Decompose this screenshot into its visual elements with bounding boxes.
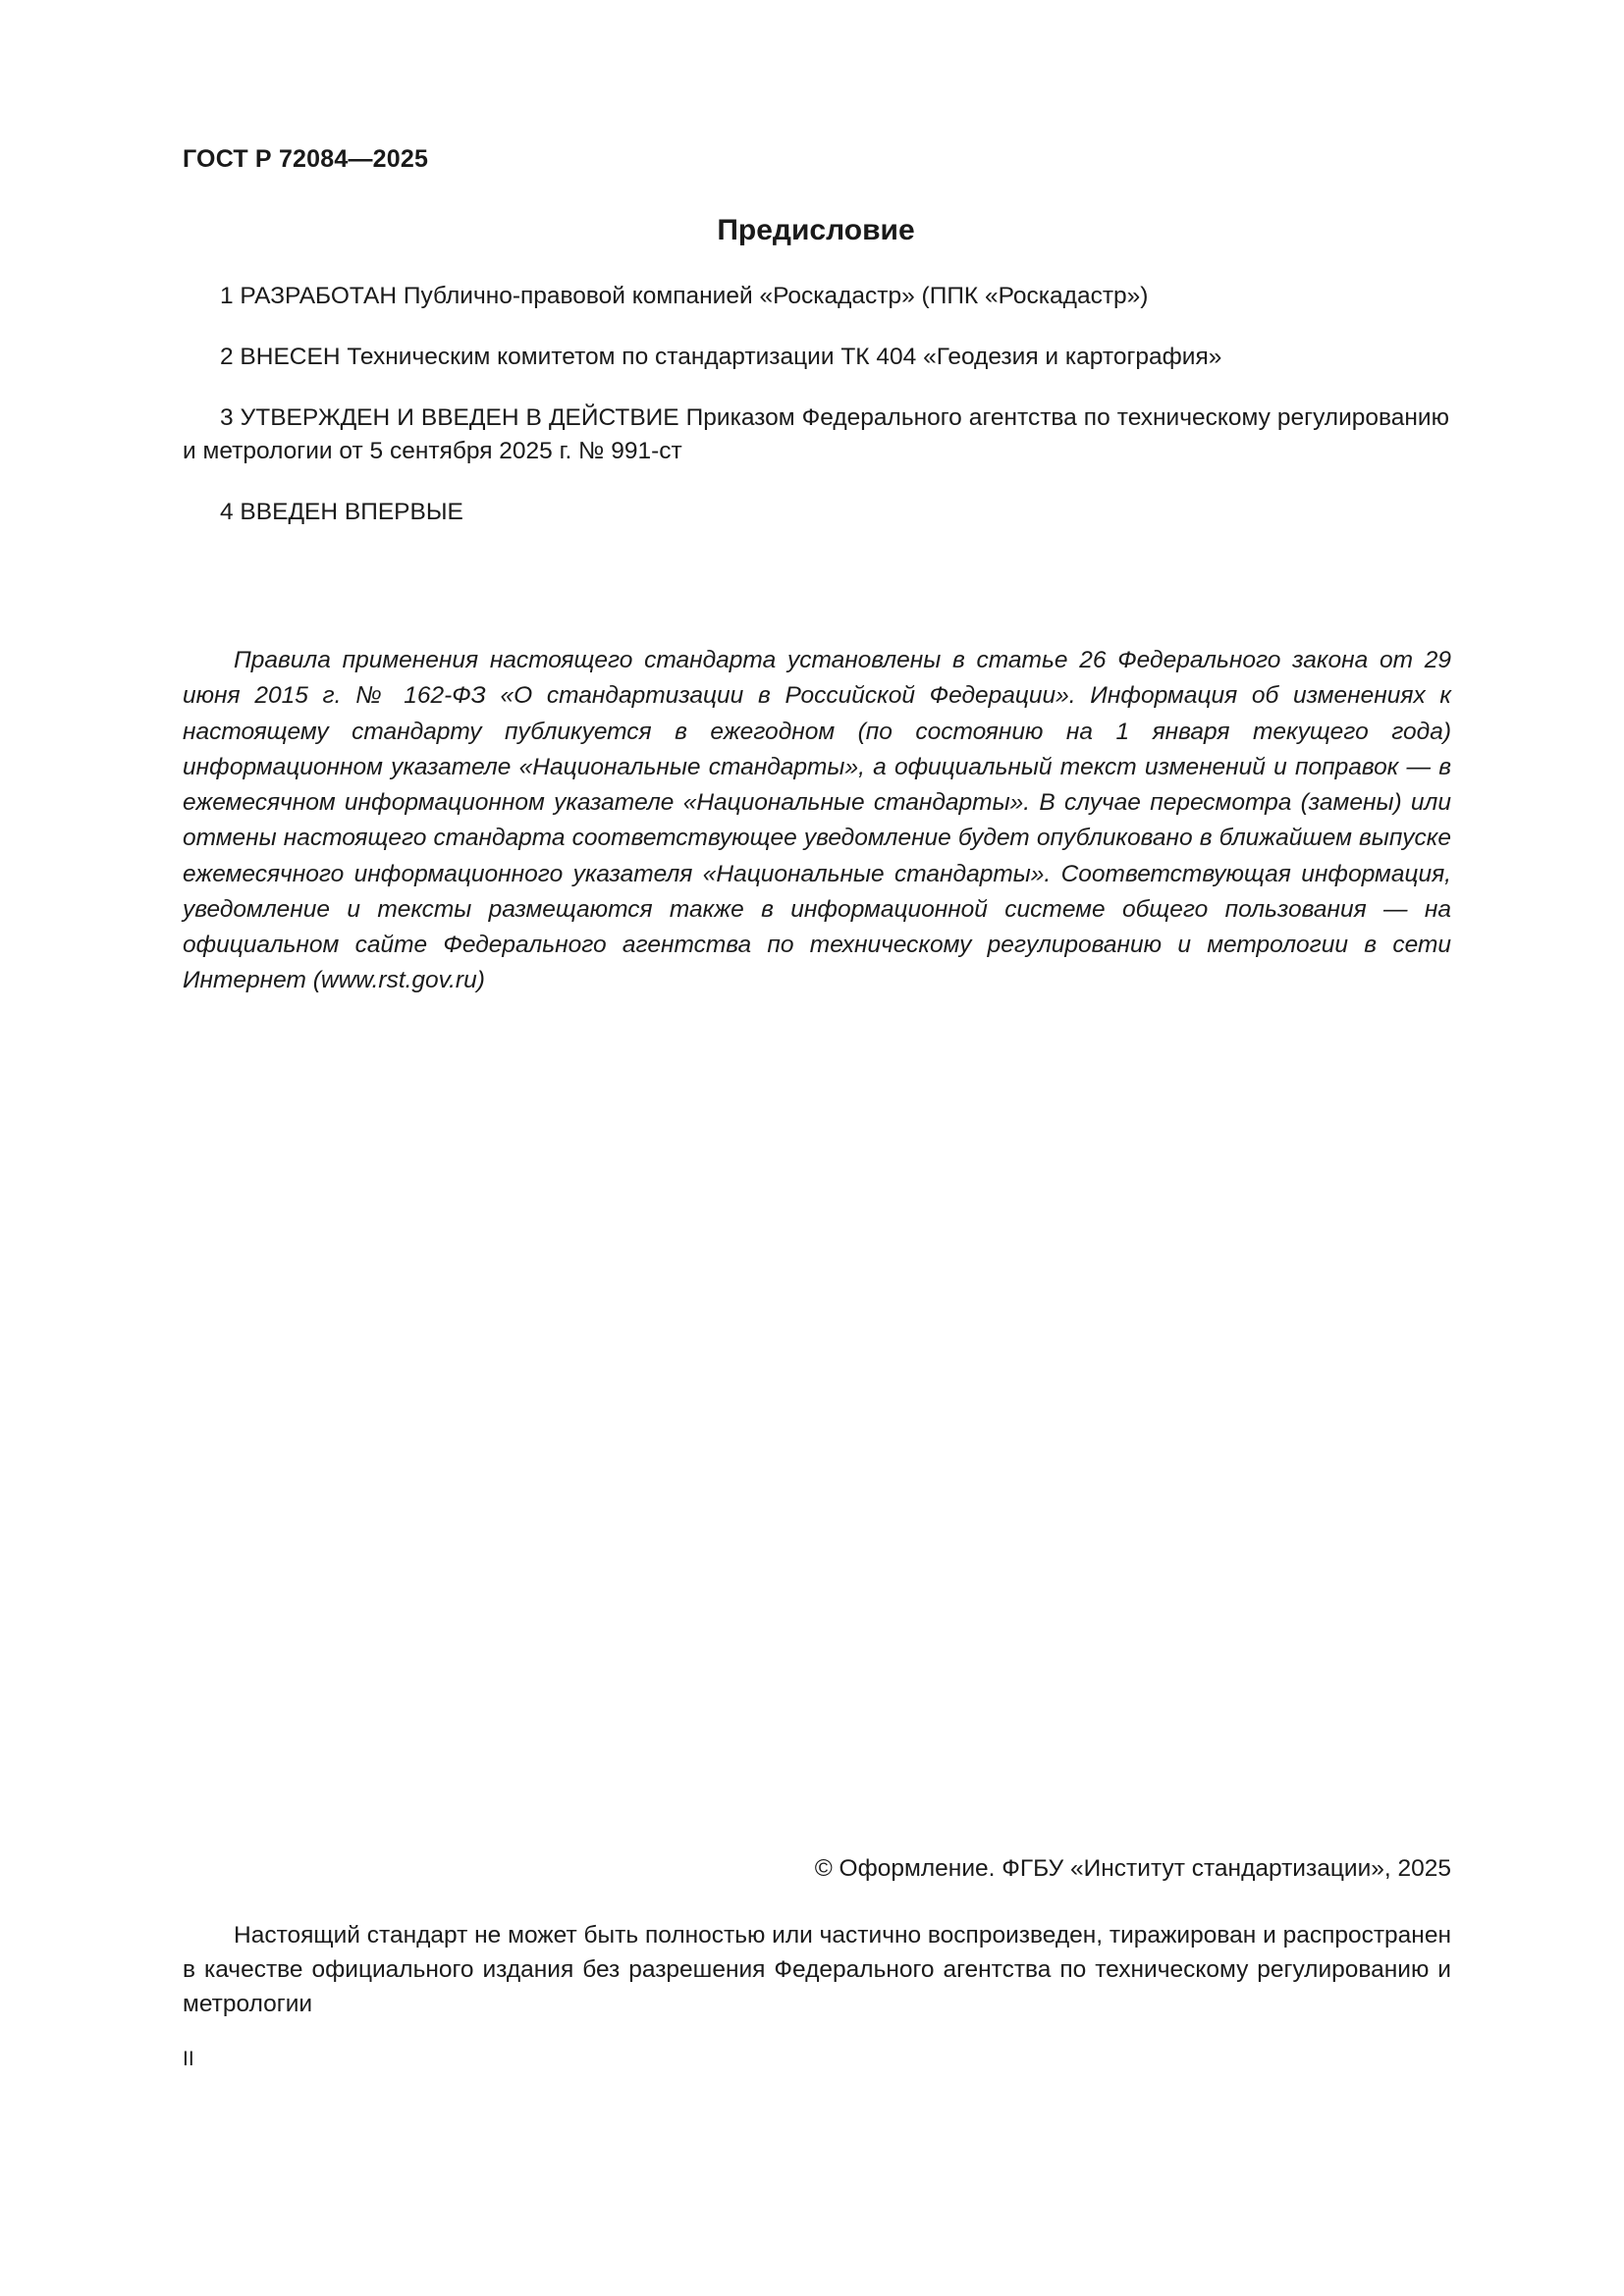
foreword-item-text: 2 ВНЕСЕН Техническим комитетом по стандартизации ТК 404 «Геодезия и картография» [220,343,1222,370]
foreword-item [183,341,1449,375]
page-title: Предисловие [717,214,915,246]
application-rules-text: Правила применения настоящего стандарта установлены в статье 26 Федерального закона от 29 июня 2015 г. № 162-ФЗ «О стандартизации в Российской Федерации». Информация об изменениях к настоящему стандарту публикуется в ежегодном (по состоянию на 1 января текущего года) информационном указателе «Национальные стандарты», а официальный текст изменений и поправок — в ежемесячном информационном указателе «Национальные стандарты». В случае пересмотра (замены) или отмены настоящего стандарта соответствующее уведомление будет опубликовано в ближайшем выпуске ежемесячного информационного указателя «Национальные стандарты». Соответствующая информация, уведомление и тексты размещаются также в информационной системе общего пользования — на официальном сайте Федерального агентства по техническому регулированию и метрологии в сети Интернет (www.rst.gov.ru) [183,647,1451,994]
page-number: II [183,2048,194,2070]
reproduction-notice-paragraph [183,1919,1451,2021]
foreword-item-text: 4 ВВЕДЕН ВПЕРВЫЕ [220,499,463,526]
foreword-item-text: 1 РАЗРАБОТАН Публично-правовой компанией «Роскадастр» (ППК «Роскадастр») [220,283,1149,309]
application-rules-paragraph [183,643,1451,999]
foreword-item [183,496,1449,530]
foreword-item-text: 3 УТВЕРЖДЕН И ВВЕДЕН В ДЕЙСТВИЕ Приказом Федерального агентства по техническому регулированию и метрологии от 5 сентября 2025 г. № 991-ст [183,403,1449,465]
foreword-item [183,401,1449,470]
reproduction-notice-text: Настоящий стандарт не может быть полностью или частично воспроизведен, тиражирован и распространен в качестве официального издания без разрешения Федерального агентства по техническому регулированию и метрологии [183,1922,1451,2017]
foreword-items-list [183,280,1449,557]
foreword-item [183,280,1449,314]
copyright-line: © Оформление. ФГБУ «Институт стандартизации», 2025 [814,1855,1451,1882]
standard-number-header: ГОСТ Р 72084—2025 [183,145,429,173]
